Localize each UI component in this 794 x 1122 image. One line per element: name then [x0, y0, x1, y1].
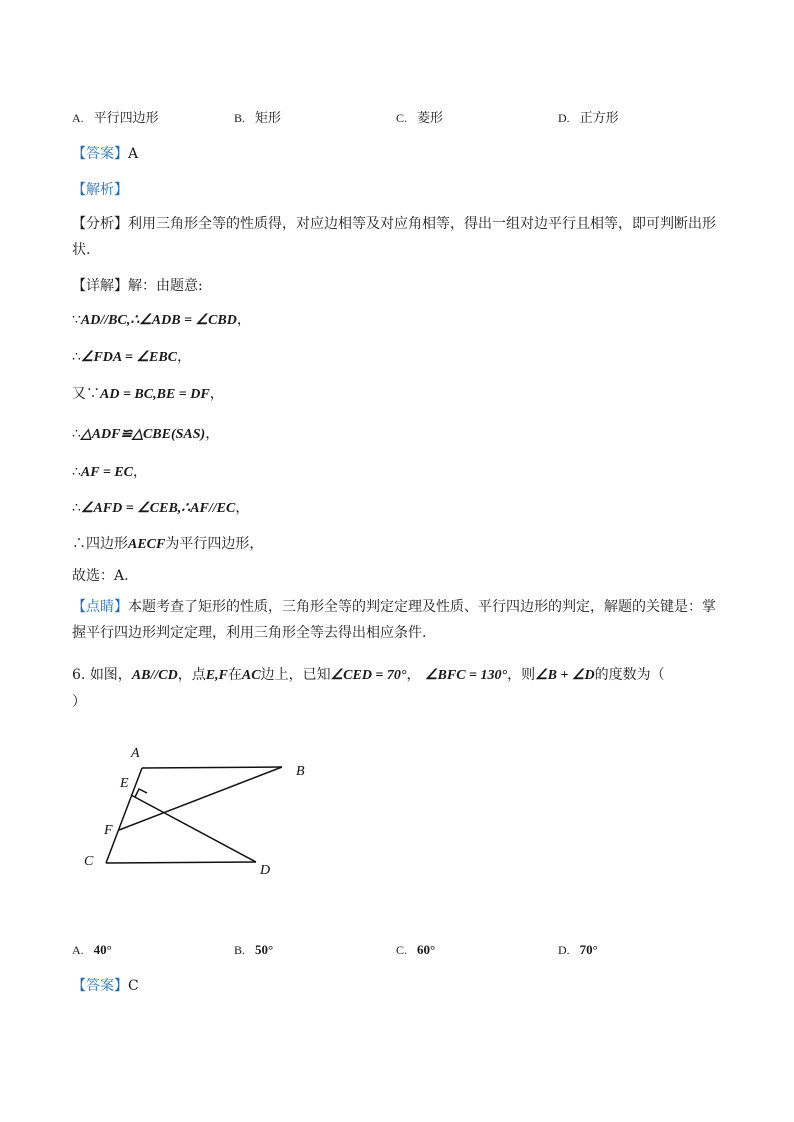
question-6: 6. 如图，AB//CD，点E,F在AC边上，已知∠CED = 70°， ∠BFC = 130°，则∠B + ∠D的度数为（ ） — [72, 667, 665, 710]
answer-q5: 【答案】A — [72, 146, 139, 162]
label-c: C — [84, 854, 94, 869]
analysis-heading: 【解析】 — [72, 182, 128, 198]
segment-ed — [131, 795, 256, 862]
option-c: C. 菱形 — [396, 111, 444, 126]
segment-fb — [119, 767, 282, 830]
solution-step: ∴AF = EC， — [72, 464, 147, 480]
label-a: A — [131, 746, 140, 761]
solution-step: ∴四边形AECF为平行四边形， — [72, 536, 264, 552]
solution-heading: 【详解】解：由题意: — [72, 278, 203, 294]
label-e: E — [120, 776, 129, 791]
label-f: F — [104, 823, 113, 838]
option-d: D. 70° — [558, 942, 598, 957]
answer-q6: 【答案】C — [72, 978, 139, 994]
comment-text: 【点睛】本题考查了矩形的性质，三角形全等的判定定理及性质、平行四边形的判定，解题的关键是：掌握平行四边形判定定理，利用三角形全等去得出相应条件. — [72, 599, 716, 641]
option-b: B. 矩形 — [234, 111, 282, 126]
analysis-text: 【分析】利用三角形全等的性质得，对应边相等及对应角相等，得出一组对边平行且相等，即可判断出形状. — [72, 216, 716, 258]
label-d: D — [260, 863, 271, 878]
solution-step: ∴∠AFD = ∠CEB,∴AF//EC， — [72, 500, 250, 516]
option-c: C. 60° — [396, 942, 436, 957]
choice-statement: 故选：A. — [72, 568, 129, 584]
solution-step: ∴△ADF≌△CBE(SAS)， — [72, 426, 220, 442]
option-b: B. 50° — [234, 942, 274, 957]
option-a: A. 40° — [72, 942, 112, 957]
solution-step: ∴∠FDA = ∠EBC， — [72, 349, 192, 365]
geometry-figure — [70, 735, 330, 885]
segment-cd — [106, 862, 256, 863]
label-b: B — [296, 764, 305, 779]
solution-step: 又∵AD = BC,BE = DF， — [72, 386, 224, 402]
option-d: D. 正方形 — [558, 111, 619, 126]
right-angle-mark — [135, 789, 147, 797]
solution-step: ∵AD//BC,∴∠ADB = ∠CBD， — [72, 312, 251, 328]
segment-ab — [142, 767, 282, 768]
option-a: A. 平行四边形 — [72, 111, 159, 126]
